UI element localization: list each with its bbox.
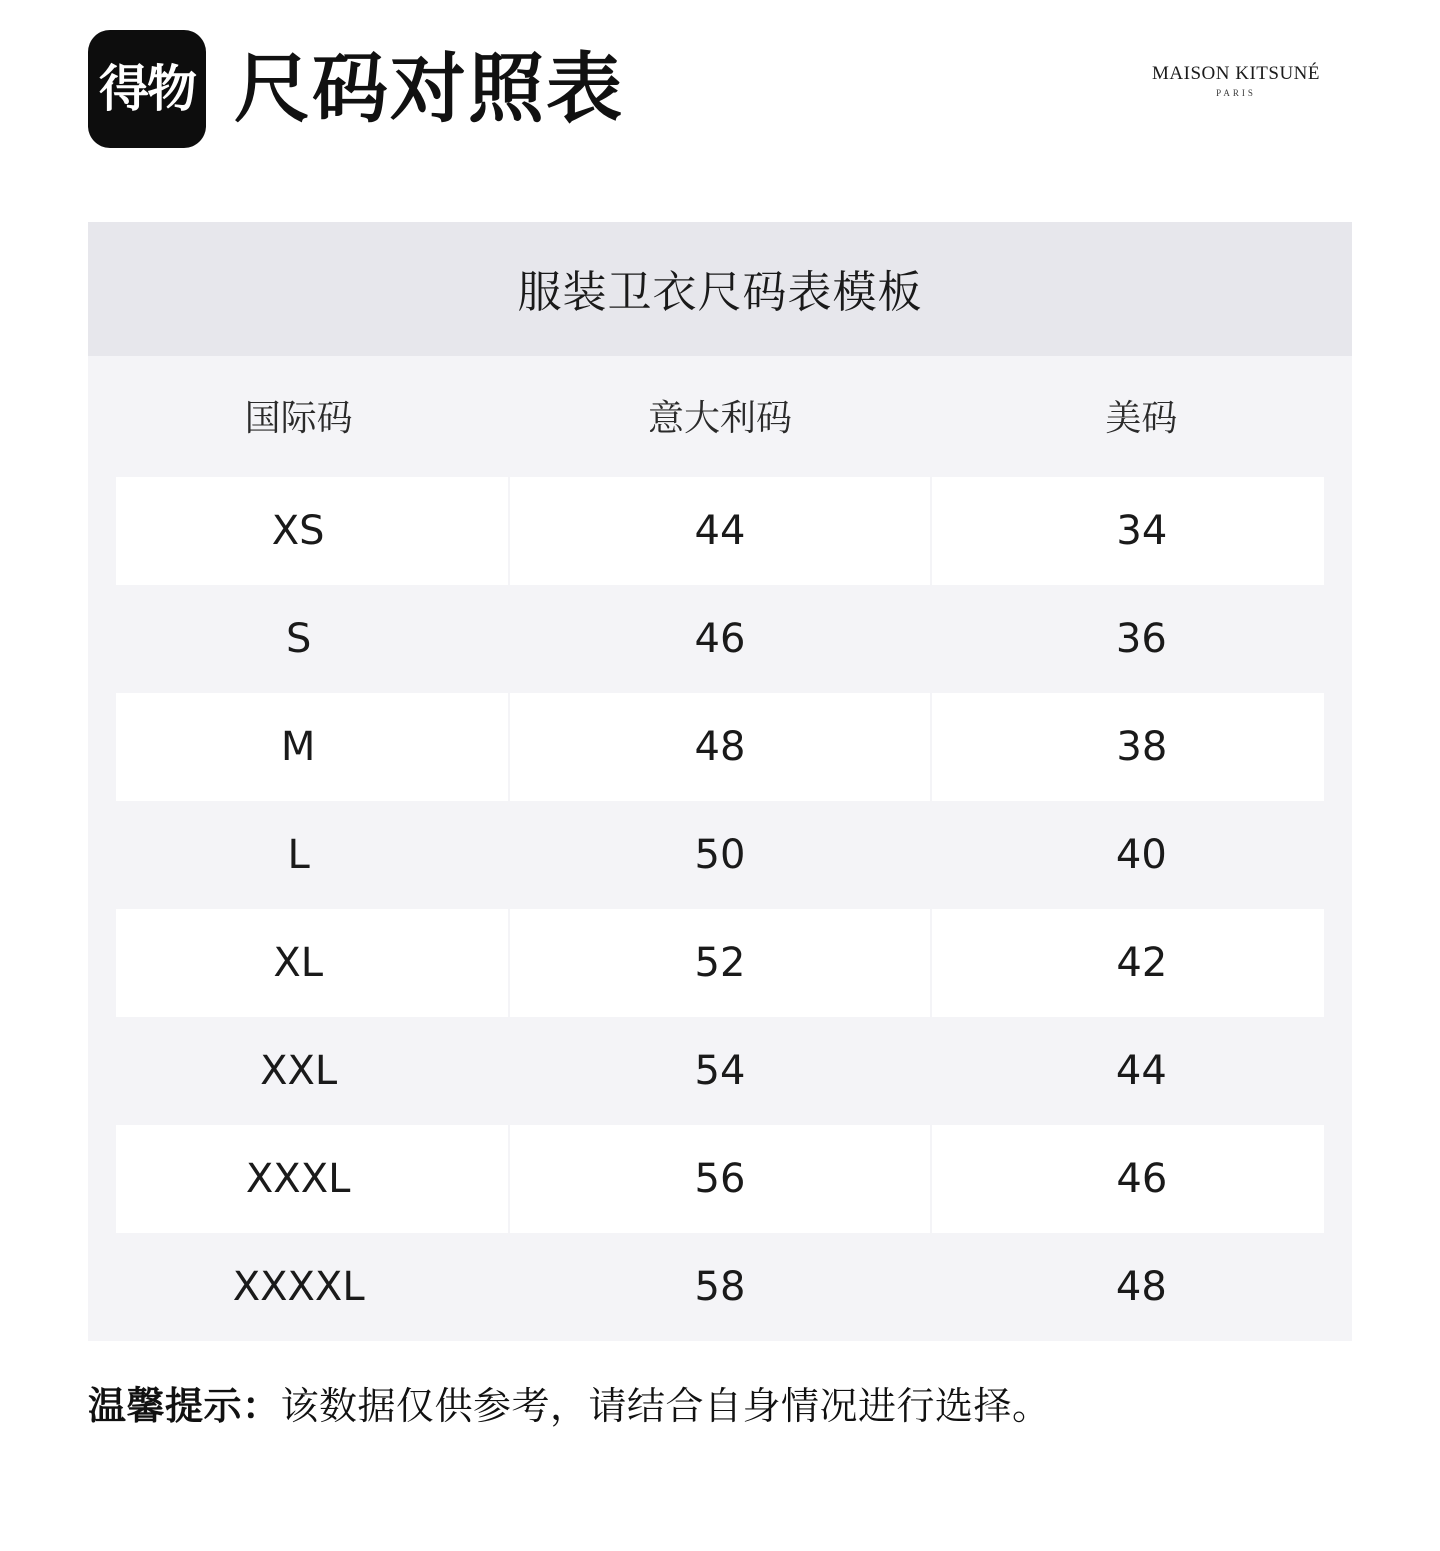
table-cell: 46	[931, 1125, 1352, 1233]
tip-label: 温馨提示：	[88, 1384, 281, 1428]
table-cell: 34	[931, 477, 1352, 585]
table-row	[88, 909, 1352, 1017]
table-cell: 38	[931, 693, 1352, 801]
table-row	[88, 585, 1352, 693]
tip-note	[88, 1375, 1352, 1430]
table-cell: 42	[931, 909, 1352, 1017]
brand-mark	[1152, 62, 1320, 99]
table-cell: 48	[509, 693, 930, 801]
table-cell: 48	[931, 1233, 1352, 1341]
table-row	[88, 801, 1352, 909]
table-cell: 58	[509, 1233, 930, 1341]
column-header-us: 美码	[931, 356, 1352, 477]
size-chart-card	[88, 222, 1352, 1341]
dewu-logo	[88, 30, 206, 148]
table-header	[88, 356, 1352, 477]
brand-name: MAISON KITSUNÉ	[1152, 63, 1320, 84]
table-cell: 54	[509, 1017, 930, 1125]
table-row	[88, 1017, 1352, 1125]
table-row	[88, 477, 1352, 585]
page-header	[0, 0, 1440, 150]
table-cell: L	[88, 801, 509, 909]
table-cell: XXXXL	[88, 1233, 509, 1341]
table-cell: M	[88, 693, 509, 801]
table-cell: 44	[509, 477, 930, 585]
table-row	[88, 693, 1352, 801]
table-cell: XXL	[88, 1017, 509, 1125]
size-chart-table	[88, 356, 1352, 1341]
table-body	[88, 477, 1352, 1341]
column-header-italian: 意大利码	[509, 356, 930, 477]
table-cell: 46	[509, 585, 930, 693]
brand-subtitle: PARIS	[1216, 87, 1256, 98]
table-cell: 52	[509, 909, 930, 1017]
table-cell: 40	[931, 801, 1352, 909]
table-cell: S	[88, 585, 509, 693]
table-cell: 44	[931, 1017, 1352, 1125]
tip-text: 该数据仅供参考，请结合自身情况进行选择。	[280, 1384, 1051, 1428]
dewu-logo-text: 得物	[99, 60, 195, 118]
table-cell: 36	[931, 585, 1352, 693]
table-cell: 56	[509, 1125, 930, 1233]
table-cell: XL	[88, 909, 509, 1017]
column-header-international: 国际码	[88, 356, 509, 477]
table-header-row	[88, 356, 1352, 477]
table-row	[88, 1233, 1352, 1341]
table-cell: XS	[88, 477, 509, 585]
size-chart-title: 服装卫衣尺码表模板	[88, 222, 1352, 356]
table-cell: XXXL	[88, 1125, 509, 1233]
table-row	[88, 1125, 1352, 1233]
table-cell: 50	[509, 801, 930, 909]
page-title: 尺码对照表	[234, 44, 624, 133]
